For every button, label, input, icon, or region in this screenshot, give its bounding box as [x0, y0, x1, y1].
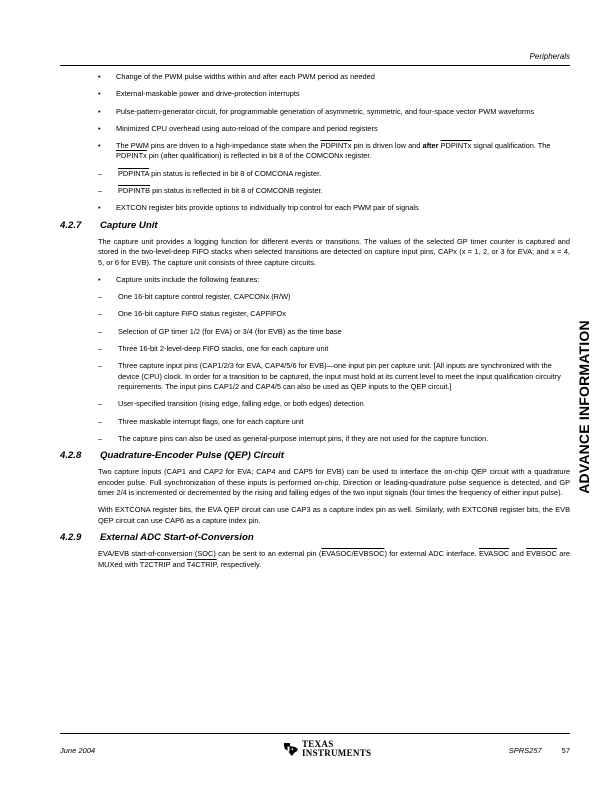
section-title: Quadrature-Encoder Pulse (QEP) Circuit	[100, 450, 284, 462]
list-item: • Minimized CPU overhead using auto-reload of the compare and period registers	[60, 124, 570, 134]
list-item: – Three 16-bit 2-level-deep FIFO stacks, one for each capture unit	[60, 344, 570, 354]
list-item: – Selection of GP timer 1/2 (for EVA) or 3/4 (for EVB) as the time base	[60, 327, 570, 337]
text: pin status is reflected in bit 8 of COMCONB register.	[150, 186, 323, 196]
footer-date: June 2004	[60, 746, 96, 755]
text: and	[509, 549, 527, 559]
list-item: – One 16-bit capture FIFO status register, CAPFIFOx	[60, 309, 570, 319]
advance-information-label: ADVANCE INFORMATION	[576, 320, 592, 494]
list-item: – One 16-bit capture control register, CAPCONx (R/W)	[60, 292, 570, 302]
page-body	[60, 72, 570, 577]
signal-pdpintb: PDPINTB	[118, 186, 151, 196]
section-title: Capture Unit	[100, 219, 158, 231]
signal-evasoc: EVASOC	[478, 549, 510, 559]
section-heading-4-2-7	[60, 221, 570, 231]
signal-separator: /	[351, 549, 354, 559]
list-item: • Pulse-pattern-generator circuit, for programmable generation of asymmetric, symmetric, and four-space vector PWM waveforms	[60, 107, 570, 117]
document-id: SPRS257	[508, 746, 542, 755]
pdpinta-dash-item	[60, 169, 570, 179]
ti-logo-line1: TEXAS	[302, 739, 334, 749]
texas-state-icon	[283, 741, 299, 757]
running-header: Peripherals	[529, 52, 570, 61]
footer-rule	[60, 733, 570, 734]
text: ) for external ADC interface.	[384, 549, 479, 559]
section-number: 4.2.9	[60, 531, 82, 543]
paragraph: Two capture inputs (CAP1 and CAP2 for EVA; CAP4 and CAP5 for EVB) can be used to interface the on-chip QEP circuit with a quadrature encoder pulse. Full synchronization of these inputs is performed on-chip. Direction or leading-quadrature pulse sequence is detected, and GP timer 2/4 is incremented or decremented by the rising and falling edges of the two input signals (four times the frequency of either input pulse).	[98, 467, 570, 498]
signal-t4ctrip: T4CTRIP	[186, 559, 217, 569]
section-number: 4.2.8	[60, 450, 82, 462]
capture-feature-list	[60, 275, 570, 444]
signal-pdpintx: PDPINTx	[440, 141, 472, 151]
signal-pdpintx: PDPINTx	[116, 151, 147, 161]
section-heading-4-2-8	[60, 451, 570, 461]
text: signal qualification. The	[471, 141, 551, 151]
list-item: – Three maskable interrupt flags, one for each capture unit	[60, 417, 570, 427]
header-rule	[60, 65, 570, 66]
signal-evbsoc: EVBSOC	[526, 549, 557, 559]
list-item: – The capture pins can also be used as general-purpose interrupt pins, if they are not used for the capture function.	[60, 434, 570, 444]
paragraph: With EXTCONA register bits, the EVA QEP circuit can use CAP3 as a capture index pin as well. Similarly, with EXTCONB register bits, the EVB QEP circuit can use CAP6 as a capture index pin.	[98, 505, 570, 525]
section-number: 4.2.7	[60, 219, 82, 231]
list-item: • Change of the PWM pulse widths within and after each PWM period as needed	[60, 72, 570, 82]
list-item: – User-specified transition (rising edge, falling edge, or both edges) detection	[60, 399, 570, 409]
text: EVA/EVB start-of-conversion (SOC) can be sent to an external pin (	[98, 549, 322, 559]
paragraph: The capture unit provides a logging function for different events or transitions. The values of the selected GP timer counter is captured and stored in the two-level-deep FIFO stacks when selected transitions are detected on capture input pins, CAPx (x = 1, 2, or 3 for EVA; and x = 4, 5, or 6 for EVB). The capture unit consists of three capture circuits.	[98, 236, 570, 267]
emphasis-after: after	[422, 141, 439, 151]
section-title: External ADC Start-of-Conversion	[100, 531, 254, 543]
text: pin is driven low and	[351, 141, 423, 151]
footer-right	[509, 746, 570, 755]
signal-t2ctrip: T2CTRIP	[139, 559, 171, 569]
ti-logo-wordmark	[302, 740, 371, 758]
text: are MUXed with	[98, 549, 570, 569]
text: pin (after qualification) is reflected in bit 8 of the COMCONx register.	[146, 151, 372, 161]
section-heading-4-2-9	[60, 533, 570, 543]
text: The PWM pins are driven to a high-impedance state when the	[116, 141, 321, 151]
text: and	[170, 559, 187, 569]
signal-evasoc: EVASOC	[321, 549, 352, 559]
text: , respectively.	[216, 559, 262, 569]
ti-logo	[283, 740, 371, 758]
pdpintb-dash-item	[60, 186, 570, 196]
signal-pdpinta: PDPINTA	[118, 168, 150, 178]
page-number: 57	[561, 746, 570, 755]
signal-evbsoc: EVBSOC	[353, 549, 385, 559]
list-item: • External-maskable power and drive-protection interrupts	[60, 89, 570, 99]
list-item: • Capture units include the following features:	[60, 275, 570, 285]
list-item: – Three capture input pins (CAP1/2/3 for EVA, CAP4/5/6 for EVB)—one input pin per capture unit. [All inputs are synchronized with the device (CPU) clock. In order for a transition to be captured, the input must hold at its current level to meet the input qualification circuitry requirements. The input pins CAP1/2 and CAP4/5 can also be used as QEP inputs to the QEP circuit.]	[60, 361, 570, 392]
pwm-feature-list	[60, 72, 570, 214]
pdpint-bullet	[60, 141, 570, 162]
signal-pdpintx: PDPINTx	[320, 141, 352, 151]
ti-logo-line2: INSTRUMENTS	[302, 748, 372, 758]
text: pin status is reflected in bit 8 of COMCONA register.	[149, 168, 322, 178]
paragraph	[60, 549, 570, 570]
list-item: • EXTCON register bits provide options to individually trip control for each PWM pair of signals	[60, 203, 570, 213]
